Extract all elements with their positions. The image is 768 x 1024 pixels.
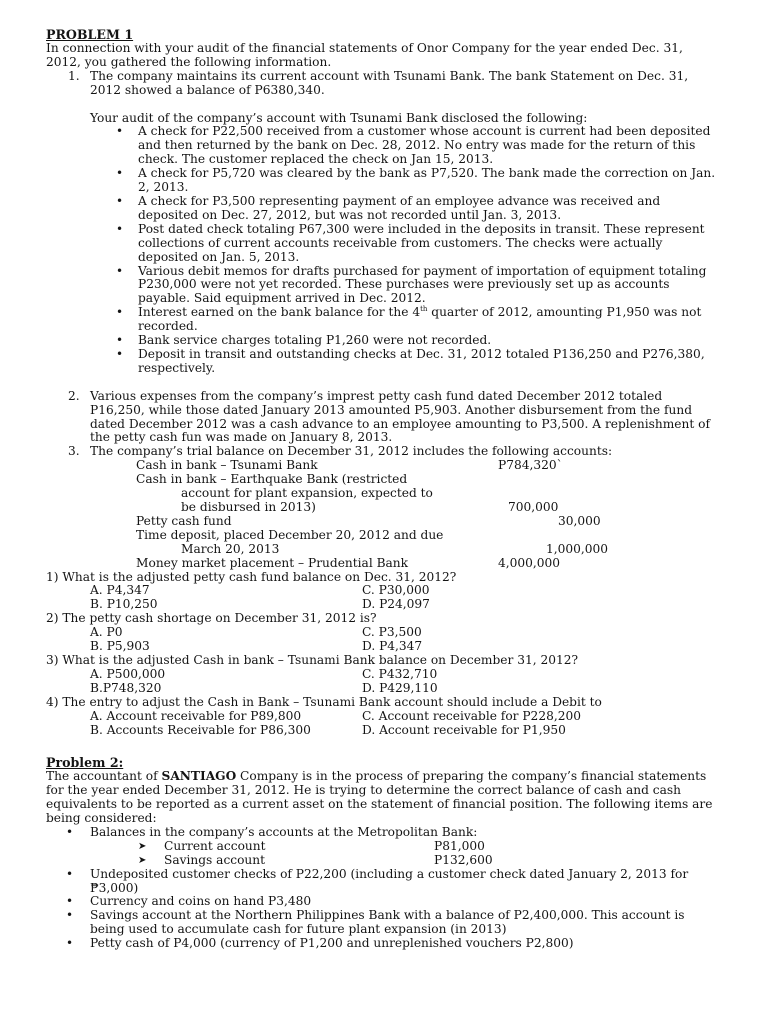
table-row: Cash in bank – Earthquake Bank (restricted xyxy=(136,472,408,487)
item-1-subhead: Your audit of the company’s account with Tsunami Bank disclosed the following: xyxy=(90,110,588,125)
item-1-number: 1. xyxy=(68,68,80,83)
item-1-text: The company maintains its current account with Tsunami Bank. The bank Statement on Dec. 31, 2012 showed a balance of P6380,340. xyxy=(90,68,689,97)
document-page xyxy=(46,28,716,951)
problem1-intro: In connection with your audit of the financial statements of Onor Company for the year ended Dec. 31, 2012, you gathered the following information. xyxy=(46,40,683,69)
audit-findings-list xyxy=(46,125,716,375)
table-row: account for plant expansion, expected to xyxy=(181,486,433,501)
list-item: • Petty cash of P4,000 (currency of P1,200 and unreplenished vouchers P2,800) xyxy=(46,937,716,951)
table-row: Time deposit, placed December 20, 2012 and due xyxy=(136,527,444,542)
table-row: Cash in bank – Tsunami Bank P784,320` xyxy=(136,458,563,473)
finding-item: • A check for P5,720 was cleared by the bank as P7,520. The bank made the correction on Jan. 2, 2013. xyxy=(92,167,716,195)
list-item: • Balances in the company’s accounts at the Metropolitan Bank: xyxy=(46,826,716,840)
problem1-title: PROBLEM 1 xyxy=(46,27,134,42)
table-row: be disbursed in 2013) 700,000 xyxy=(181,500,559,514)
list-item: • Savings account at the Northern Philippines Bank with a balance of P2,400,000. This account is being used to accumulate cash for future plant expansion (in 2013) xyxy=(46,909,716,937)
item-2-text: Various expenses from the company’s imprest petty cash fund dated December 2012 totaled P16,250, while those dated January 2013 amounted P5,903. Another disbursement from the fund dated December 2012 was a cash advance to an employee amounting to P3,500. A replenishment of the petty cash fun was made on January 8, 2013. xyxy=(90,388,710,445)
table-row: Petty cash fund 30,000 xyxy=(136,513,601,528)
arrow-bullet-icon: ➤ xyxy=(138,854,147,866)
problem2-title: Problem 2: xyxy=(46,755,124,771)
finding-item: • Deposit in transit and outstanding checks at Dec. 31, 2012 totaled P136,250 and P276,380, respectively. xyxy=(92,348,716,376)
arrow-bullet-icon: ➤ xyxy=(138,840,147,852)
question-4-options: A. Account receivable for P89,800 C. Account receivable for P228,200 B. Accounts Receivable for P86,300 D. Account receivable for P1,950 xyxy=(90,708,581,737)
question-2: 2) The petty cash shortage on December 31, 2012 is? xyxy=(46,611,377,626)
list-item: • Undeposited customer checks of P22,200 (including a customer check dated January 2, 2013 for ₱3,000) xyxy=(46,868,716,896)
item-3 xyxy=(46,445,716,459)
list-item: ➤ Savings account P132,600 xyxy=(138,852,493,867)
item-3-text: The company’s trial balance on December 31, 2012 includes the following accounts: xyxy=(90,444,613,459)
question-1-options: A. P4,347 C. P30,000 B. P10,250 D. P24,097 xyxy=(90,583,430,612)
list-item: • Currency and coins on hand P3,480 xyxy=(46,895,716,909)
finding-item: • A check for P22,500 received from a customer whose account is current had been deposited and then returned by the bank on Dec. 28, 2012. No entry was made for the return of this check. The customer replaced the check on Jan 15, 2013. xyxy=(92,125,716,167)
table-row: Money market placement – Prudential Bank 4,000,000 xyxy=(136,555,561,570)
problem2-intro: The accountant of SANTIAGO Company is in the process of preparing the company’s financial statements for the year ended December 31, 2012. He is trying to determine the correct balance of cash and cash equivalents to be reported as a current asset on the statement of financial position. The following items are being considered: xyxy=(46,769,713,826)
question-2-options: A. P0 C. P3,500 B. P5,903 D. P4,347 xyxy=(90,625,423,654)
metropolitan-accounts-list xyxy=(46,840,716,868)
trial-balance-table xyxy=(136,459,608,570)
problem2-items-list-continued xyxy=(46,868,716,951)
finding-item: • A check for P3,500 representing payment of an employee advance was received and deposited on Dec. 27, 2012, but was not recorded until Jan. 3, 2013. xyxy=(92,195,716,223)
problem2-items-list xyxy=(46,826,716,840)
table-row: March 20, 2013 1,000,000 xyxy=(181,541,609,556)
item-2-number: 2. xyxy=(68,388,80,403)
question-3: 3) What is the adjusted Cash in bank – Tsunami Bank balance on December 31, 2012? xyxy=(46,652,579,667)
item-1 xyxy=(46,70,716,98)
finding-item: • Post dated check totaling P67,300 were included in the deposits in transit. These represent collections of current accounts receivable from customers. The checks were actually deposited on Jan. 5, 2013. xyxy=(92,223,716,265)
finding-item: • Bank service charges totaling P1,260 were not recorded. xyxy=(92,334,716,348)
finding-item: • Interest earned on the bank balance for the 4th quarter of 2012, amounting P1,950 was not recorded. xyxy=(92,306,716,334)
question-3-options: A. P500,000 C. P432,710 B.P748,320 D. P429,110 xyxy=(90,666,438,695)
question-4: 4) The entry to adjust the Cash in Bank – Tsunami Bank account should include a Debit to xyxy=(46,694,602,709)
item-3-number: 3. xyxy=(68,444,80,459)
item-2 xyxy=(46,390,716,446)
list-item: ➤ Current account P81,000 xyxy=(138,838,485,853)
finding-item: • Various debit memos for drafts purchased for payment of importation of equipment totaling P230,000 were not yet recorded. These purchases were previously set up as accounts payable. Said equipment arrived in Dec. 2012. xyxy=(92,265,716,307)
question-1: 1) What is the adjusted petty cash fund balance on Dec. 31, 2012? xyxy=(46,569,457,584)
